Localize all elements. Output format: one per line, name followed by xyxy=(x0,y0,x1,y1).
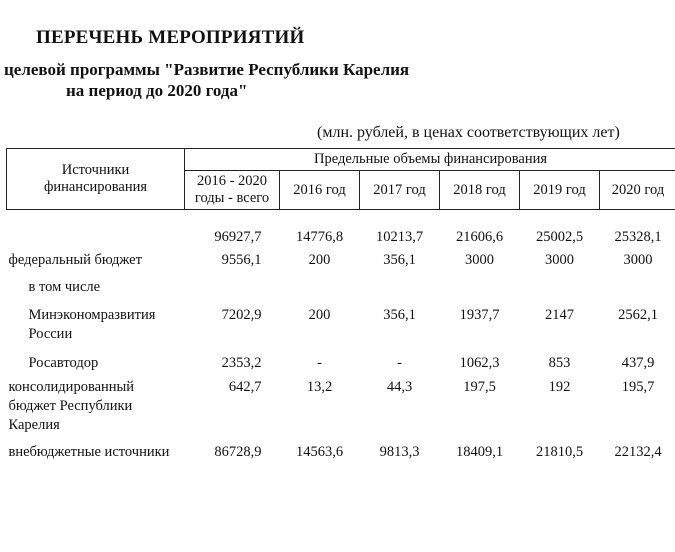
cell-value: 21810,5 xyxy=(535,444,584,460)
header-col-2017: 2017 год xyxy=(360,171,440,210)
cell-value: 14563,6 xyxy=(295,444,344,460)
row-label: внебюджетные источники xyxy=(8,444,170,460)
cell-value: 2353,2 xyxy=(221,355,262,371)
cell-value: 18409,1 xyxy=(455,444,504,460)
financing-table xyxy=(6,148,675,462)
cell-value: 195,7 xyxy=(621,379,655,395)
header-financing-limits: Предельные объемы финансирования xyxy=(185,149,675,171)
cell-value: 2147 xyxy=(545,307,574,323)
cell-value: 21606,6 xyxy=(455,229,504,245)
table-row-rosavtodor xyxy=(7,344,675,373)
cell-value: 200 xyxy=(308,252,331,268)
cell-value: 86728,9 xyxy=(214,444,262,460)
table-row-total xyxy=(7,210,675,248)
table-row-consolidated xyxy=(7,373,675,435)
cell-value: 197,5 xyxy=(463,379,496,395)
row-label: федеральный бюджет xyxy=(8,252,142,268)
header-row-group xyxy=(7,149,675,171)
cell-value xyxy=(440,270,520,297)
cell-value: 3000 xyxy=(465,252,494,268)
units-note: (млн. рублей, в ценах соответствующих лет) xyxy=(317,124,620,141)
cell-value: 9556,1 xyxy=(221,252,262,268)
cell-value xyxy=(280,270,360,297)
cell-value: - xyxy=(397,355,402,371)
cell-value: 1062,3 xyxy=(459,355,500,371)
cell-value xyxy=(600,270,675,297)
cell-value: - xyxy=(317,355,322,371)
header-col-2019: 2019 год xyxy=(520,171,600,210)
table-row-minecon xyxy=(7,297,675,344)
cell-value: 7202,9 xyxy=(221,307,262,323)
cell-value: 14776,8 xyxy=(295,229,344,245)
cell-value: 3000 xyxy=(623,252,653,268)
cell-value: 10213,7 xyxy=(375,229,424,245)
cell-value: 192 xyxy=(548,379,571,395)
program-name-line2: на период до 2020 года" xyxy=(66,81,248,100)
row-label: Минэкономразвития России xyxy=(28,307,156,342)
cell-value: 96927,7 xyxy=(214,229,262,245)
cell-value: 1937,7 xyxy=(459,307,500,323)
header-col-2016: 2016 год xyxy=(280,171,360,210)
cell-value: 437,9 xyxy=(621,355,655,371)
cell-value: 44,3 xyxy=(386,379,413,395)
cell-value xyxy=(185,270,280,297)
program-name-line1: целевой программы "Развитие Республики Карелия xyxy=(4,60,410,79)
cell-value: 356,1 xyxy=(383,252,416,268)
header-col-2018: 2018 год xyxy=(440,171,520,210)
header-col-2020: 2020 год xyxy=(600,171,675,210)
cell-value: 9813,3 xyxy=(379,444,420,460)
cell-value: 22132,4 xyxy=(614,444,662,460)
cell-value: 200 xyxy=(308,307,331,323)
table-row-extrabudgetary xyxy=(7,435,675,462)
header-col-total: 2016 - 2020 годы - всего xyxy=(185,171,280,210)
table-row-including xyxy=(7,270,675,297)
cell-value: 25328,1 xyxy=(614,229,662,245)
cell-value xyxy=(520,270,600,297)
cell-value: 25002,5 xyxy=(535,229,584,245)
header-sources: Источники финансирования xyxy=(7,149,185,210)
cell-value: 356,1 xyxy=(383,307,416,323)
row-label: в том числе xyxy=(28,279,101,295)
cell-value: 853 xyxy=(548,355,571,371)
row-label xyxy=(7,210,185,248)
document-title: ПЕРЕЧЕНЬ МЕРОПРИЯТИЙ xyxy=(36,27,305,48)
cell-value: 13,2 xyxy=(306,379,333,395)
row-label: консолидированный бюджет Республики Карелия xyxy=(8,379,135,433)
cell-value: 3000 xyxy=(545,252,574,268)
cell-value xyxy=(360,270,440,297)
table-row-federal xyxy=(7,247,675,270)
cell-value: 642,7 xyxy=(228,379,262,395)
row-label: Росавтодор xyxy=(28,355,99,371)
cell-value: 2562,1 xyxy=(618,307,658,323)
